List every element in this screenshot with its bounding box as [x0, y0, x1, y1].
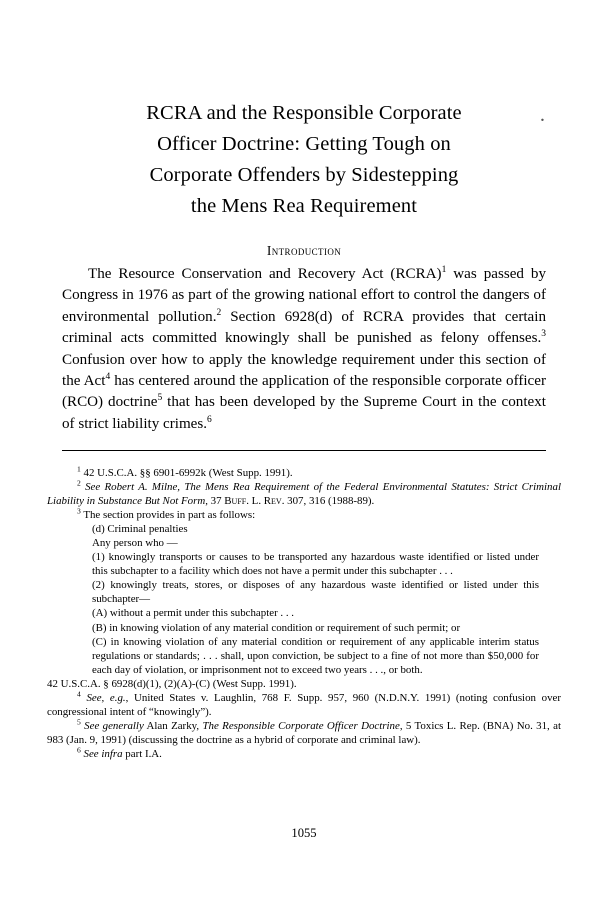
footnote-6-marker: 6: [77, 745, 81, 755]
title-line-4: the Mens Rea Requirement: [190, 195, 418, 217]
title-line-3: Corporate Offenders by Sidestepping: [149, 164, 459, 186]
footnote-2: [47, 480, 561, 508]
footnote-1-text: 42 U.S.C.A. §§ 6901-6992k (West Supp. 1991).: [83, 467, 293, 479]
footnote-marker-3[interactable]: 3: [541, 329, 546, 340]
footnote-marker-5[interactable]: 5: [157, 393, 163, 404]
body-text-part-2: was passed by Congress in 1976 as part of the growing national effort to control the dangers of environmental pollution.: [62, 266, 546, 325]
scan-artifact-dot: .: [539, 104, 545, 126]
footnote-5-marker: 5: [77, 717, 81, 727]
footnote-3-intro-text: The section provides in part as follows:: [83, 509, 256, 522]
footnote-2-mid: . L.: [246, 495, 264, 508]
footnote-2-journal-2: Rev: [263, 495, 282, 508]
body-text-part-6: that has been developed by the Supreme Court in the context of strict liability crimes.: [62, 394, 546, 432]
footnotes-section: [47, 466, 561, 761]
body-text-part-5: has centered around the application of the responsible corporate officer (RCO) doctrine: [62, 373, 546, 411]
footnote-separator-rule: [62, 450, 546, 451]
body-paragraph: [62, 264, 546, 435]
footnote-5: [47, 719, 561, 747]
footnote-4-signal: See, e.g.: [86, 691, 126, 704]
footnote-3-intro: [47, 508, 561, 522]
footnote-marker-4[interactable]: 4: [105, 372, 111, 382]
title-line-2: Officer Doctrine: Getting Tough on: [157, 133, 451, 155]
statute-quote-line: (2) knowingly treats, stores, or disposes of any hazardous waste identified or listed under this subchapter—: [92, 579, 539, 606]
footnote-2-tail: . 307, 316 (1988-89).: [281, 495, 375, 508]
statute-quote-line: Any person who —: [92, 537, 178, 550]
article-title: [62, 98, 546, 222]
footnote-2-journal-1: Buff: [224, 495, 247, 508]
footnote-5-title: The Responsible Corporate Officer Doctrine: [202, 719, 400, 732]
footnote-6: [47, 747, 561, 761]
footnote-2-marker: 2: [77, 478, 81, 488]
footnote-5-lead: Alan Zarky,: [143, 719, 203, 732]
title-line-1: RCRA and the Responsible Corporate: [146, 102, 462, 124]
footnote-marker-6[interactable]: 6: [207, 414, 212, 425]
footnote-3-marker: 3: [77, 506, 81, 516]
footnote-3-citation: 42 U.S.C.A. § 6928(d)(1), (2)(A)-(C) (West Supp. 1991).: [47, 677, 297, 690]
statute-quote-line: (A) without a permit under this subchapter . . .: [92, 607, 295, 620]
footnote-6-text: part I.A.: [122, 747, 162, 760]
body-text-part-4: Confusion over how to apply the knowledge requirement under this section of the Act: [62, 351, 546, 390]
footnote-1: [47, 466, 561, 480]
body-text-part-1: The Resource Conservation and Recovery Act (RCRA): [88, 266, 442, 282]
body-text-part-3: Section 6928(d) of RCRA provides that certain criminal acts committed knowingly shall be punished as felony offenses.: [62, 308, 546, 347]
footnote-2-title: The Mens Rea Requirement of the Federal Environmental Statutes: Strict Criminal Liability in Substance But Not Form: [47, 481, 561, 508]
statute-quote-line: (B) in knowing violation of any material condition or requirement of such permit; or: [92, 621, 461, 634]
footnote-6-signal: See infra: [83, 747, 123, 760]
footnote-1-marker: 1: [77, 464, 81, 474]
footnote-5-tail: , 5 Toxics L. Rep. (BNA) No. 31, at 983 (Jan. 9, 1991) (discussing the doctrine as a hybrid of corporate and criminal law).: [47, 719, 561, 746]
footnote-4-marker: 4: [77, 689, 81, 699]
footnote-2-after: , 37: [205, 495, 225, 508]
page-number: 1055: [291, 826, 317, 840]
statute-quote-line: (d) Criminal penalties: [92, 523, 188, 536]
statute-quote-line: (1) knowingly transports or causes to be transported any hazardous waste identified or listed under this subchapter to a facility which does not have a permit under this subchapter . . .: [92, 551, 539, 578]
footnote-marker-2[interactable]: 2: [216, 307, 222, 318]
footnote-2-signal: See Robert A. Milne,: [85, 481, 185, 494]
statute-quote-line: (C) in knowing violation of any material condition or requirement of any applicable interim status regulations or standards; . . . shall, upon conviction, be subject to a fine of not more than $50,000 for each day of violation, or imprisonment not to exceed two years . . ., or both.: [92, 635, 539, 676]
footnote-marker-1[interactable]: 1: [441, 264, 447, 275]
footnote-4-text: , United States v. Laughlin, 768 F. Supp. 957, 960 (N.D.N.Y. 1991) (noting confusion over congressional intent of “knowingly”).: [47, 691, 561, 718]
footnote-5-signal: See generally: [84, 719, 144, 732]
section-heading-introduction: Introduction: [266, 243, 342, 258]
footnote-4: [47, 691, 561, 719]
